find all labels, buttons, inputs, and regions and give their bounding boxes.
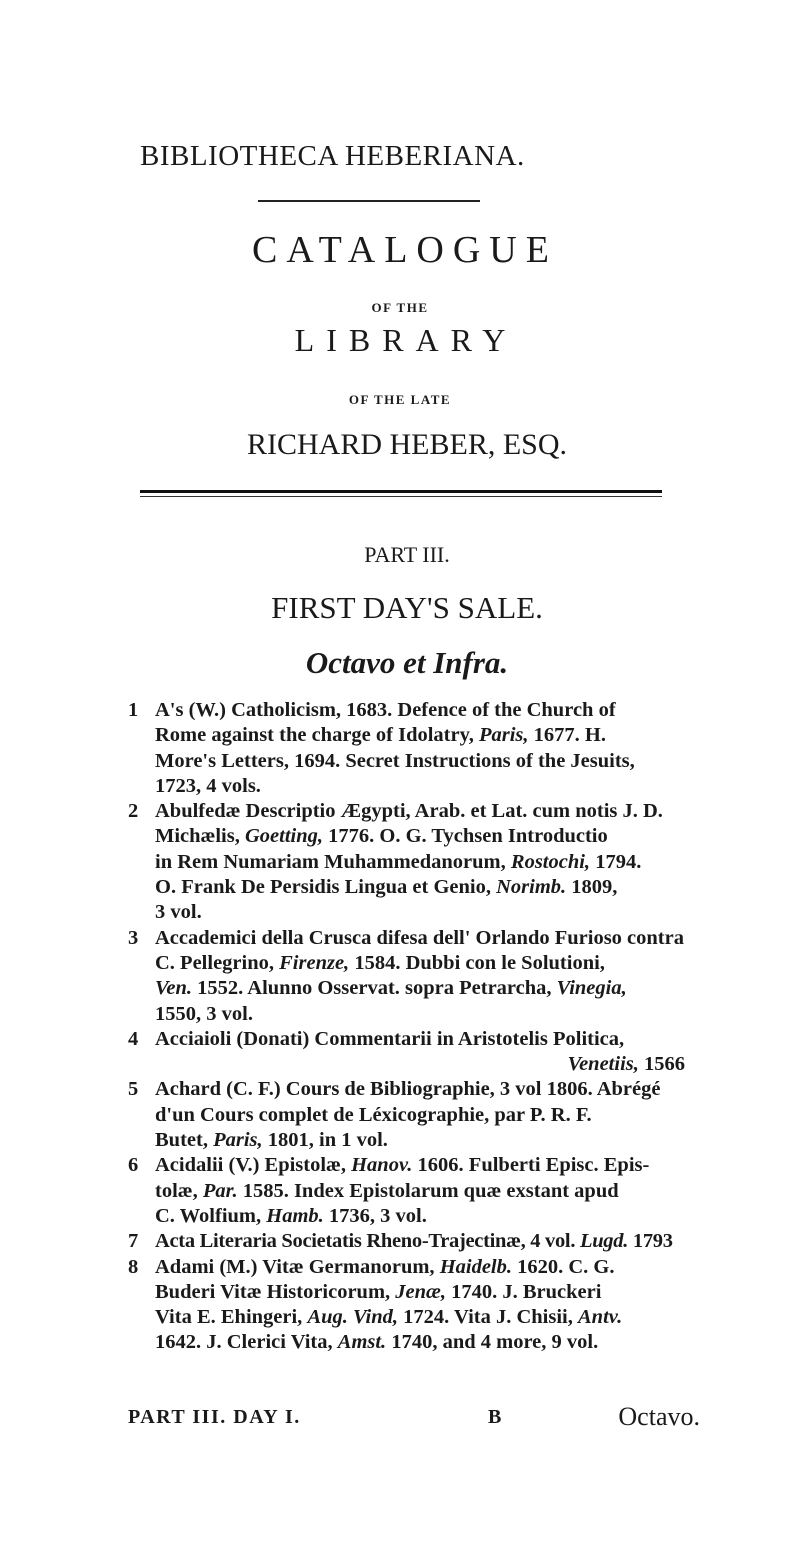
- entry-line: C. Wolfium, Hamb. 1736, 3 vol.: [155, 1204, 427, 1227]
- entry-line: 1723, 4 vols.: [155, 774, 261, 797]
- entry-line: Butet, Paris, 1801, in 1 vol.: [155, 1129, 388, 1152]
- entry-line: More's Letters, 1694. Secret Instructions of the Jesuits,: [155, 749, 635, 772]
- entry-line: Venetiis, 1566: [567, 1053, 685, 1076]
- list-item: [130, 1229, 685, 1254]
- list-item: [130, 1027, 685, 1078]
- entry-line: Michælis, Goetting, 1776. O. G. Tychsen Introductio: [155, 825, 608, 848]
- lot-number: 7: [128, 1230, 139, 1253]
- entry-line: Vita E. Ehingeri, Aug. Vind, 1724. Vita J. Chisii, Antv.: [155, 1306, 623, 1329]
- entry-line: O. Frank De Persidis Lingua et Genio, Norimb. 1809,: [155, 876, 618, 899]
- entry-line: Rome against the charge of Idolatry, Paris, 1677. H.: [155, 724, 606, 747]
- entry-line: Adami (M.) Vitæ Germanorum, Haidelb. 1620. C. G.: [155, 1255, 615, 1278]
- lot-number: 2: [128, 800, 139, 823]
- list-item: [130, 1255, 685, 1356]
- library-heading: LIBRARY: [294, 322, 518, 358]
- catchword: Octavo.: [618, 1402, 700, 1431]
- entry-line: 3 vol.: [155, 901, 202, 924]
- list-item: [130, 799, 685, 925]
- entry-line: in Rem Numariam Muhammedanorum, Rostochi, 1794.: [155, 850, 642, 873]
- entry-line: Acidalii (V.) Epistolæ, Hanov. 1606. Fulberti Episc. Epis-: [155, 1154, 650, 1177]
- lot-number: 6: [128, 1154, 139, 1177]
- sale-day-heading: FIRST DAY'S SALE.: [271, 590, 543, 625]
- of-the-late-line: OF THE LATE: [348, 392, 452, 407]
- entry-line: Accademici della Crusca difesa dell' Orlando Furioso contra: [155, 926, 684, 949]
- title-rule: [258, 200, 480, 202]
- entry-line: tolæ, Par. 1585. Index Epistolarum quæ exstant apud: [155, 1179, 619, 1202]
- catalogue-heading: CATALOGUE: [252, 229, 558, 271]
- lot-number: 8: [128, 1255, 139, 1278]
- lot-number: 3: [128, 926, 139, 949]
- entry-line: A's (W.) Catholicism, 1683. Defence of the Church of: [155, 699, 616, 721]
- of-the-line: OF THE: [371, 300, 429, 315]
- entry-line: Ven. 1552. Alunno Osservat. sopra Petrarcha, Vinegia,: [155, 977, 627, 1000]
- catalogue-entries: [130, 698, 685, 1356]
- format-heading: Octavo et Infra.: [305, 645, 509, 680]
- entry-line: d'un Cours complet de Léxicographie, par P. R. F.: [155, 1103, 592, 1126]
- list-item: [130, 698, 685, 799]
- entry-line: Buderi Vitæ Historicorum, Jenæ, 1740. J. Bruckeri: [155, 1280, 602, 1303]
- entry-line: 1642. J. Clerici Vita, Amst. 1740, and 4 more, 9 vol.: [155, 1331, 599, 1354]
- entry-line: C. Pellegrino, Firenze, 1584. Dubbi con le Solutioni,: [155, 951, 605, 974]
- list-item: [130, 926, 685, 1027]
- lot-number: 5: [128, 1078, 139, 1101]
- part-heading: PART III.: [364, 542, 450, 567]
- entry-line: 1550, 3 vol.: [155, 1002, 253, 1025]
- list-item: [130, 1077, 685, 1153]
- double-rule-thin: [140, 496, 662, 497]
- entry-line: Achard (C. F.) Cours de Bibliographie, 3 vol 1806. Abrégé: [155, 1078, 661, 1101]
- entry-line: Acciaioli (Donati) Commentarii in Aristotelis Politica,: [155, 1027, 625, 1050]
- list-item: [130, 1153, 685, 1229]
- owner-name: RICHARD HEBER, ESQ.: [246, 428, 568, 461]
- footer-part-day: PART III. DAY I.: [128, 1406, 301, 1428]
- lot-number: 4: [128, 1027, 139, 1050]
- signature-mark: B: [488, 1406, 502, 1428]
- entry-line: Abulfedæ Descriptio Ægypti, Arab. et Lat. cum notis J. D.: [155, 800, 663, 823]
- lot-number: 1: [128, 699, 139, 721]
- double-rule-thick: [140, 490, 662, 493]
- page-footer: [128, 1404, 700, 1434]
- entry-line: Acta Literaria Societatis Rheno-Trajectinæ, 4 vol. Lugd. 1793: [155, 1230, 673, 1253]
- collection-title: BIBLIOTHECA HEBERIANA.: [140, 140, 525, 172]
